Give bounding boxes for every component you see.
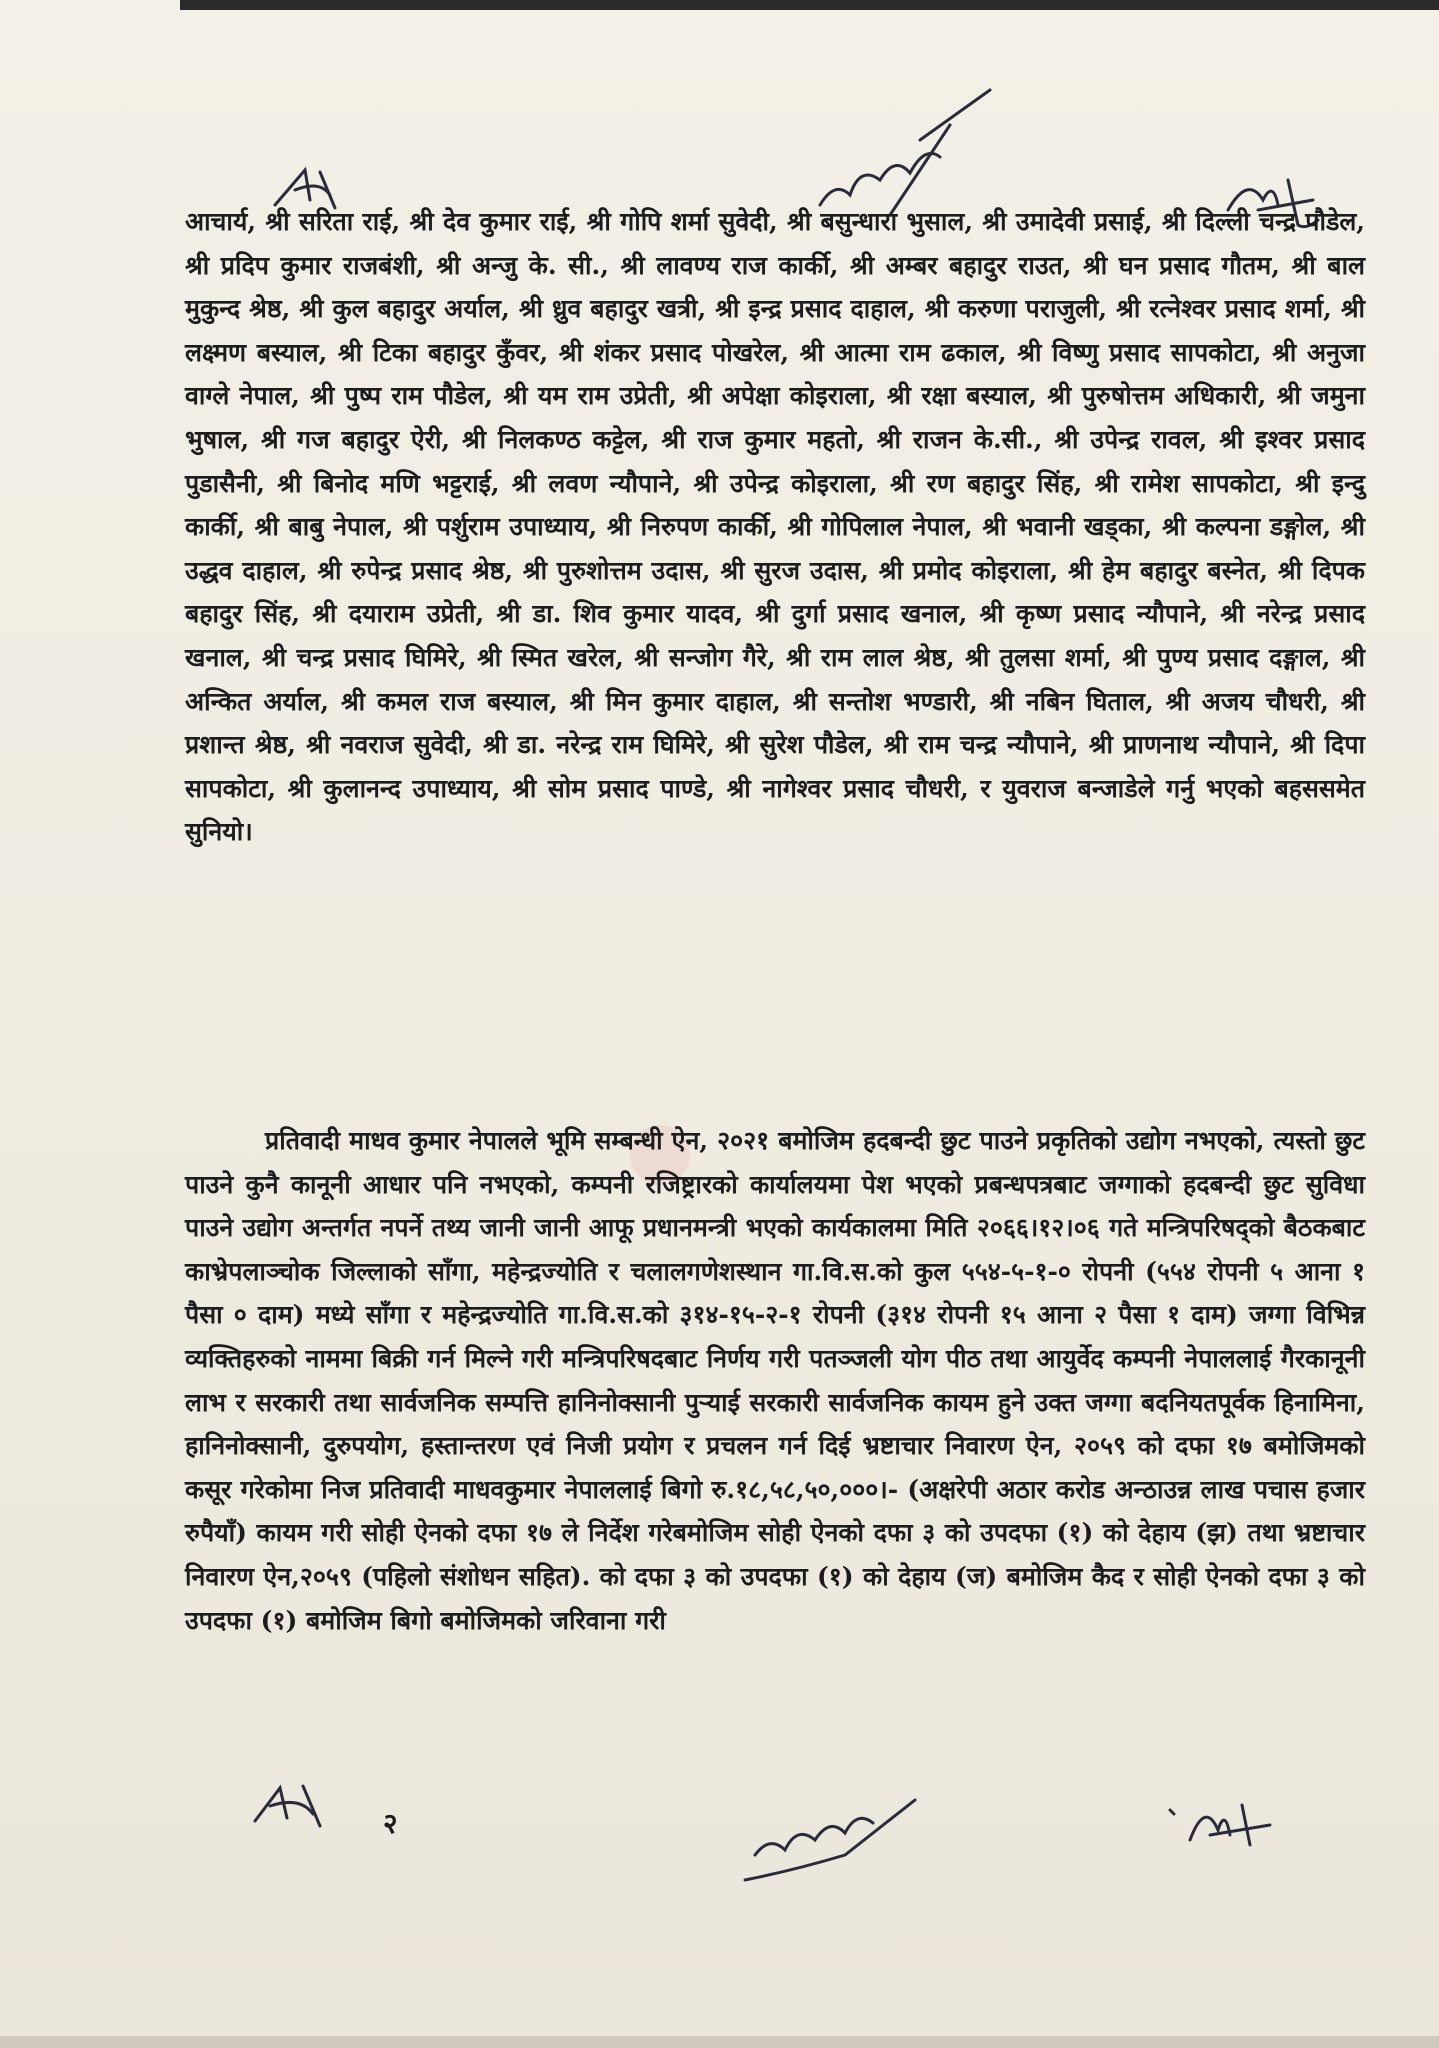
paragraph-advocates-list: आचार्य, श्री सरिता राई, श्री देव कुमार राई, श्री गोपि शर्मा सुवेदी, श्री बसुन्धारा भुसाल, श्री उमादेवी प्रसाई, श्री दिल्ली चन्द्र पौडेल, श्री प्रदिप कुमार राजबंशी, श्री अन्जु के. सी., श्री लावण्य राज कार्की, श्री अम्बर बहादुर राउत, श्री घन प्रसाद गौतम, श्री बाल मुकुन्द श्रेष्ठ, श्री कुल बहादुर अर्याल, श्री ध्रुव बहादुर खत्री, श्री इन्द्र प्रसाद दाहाल, श्री करुणा पराजुली, श्री रत्नेश्वर प्रसाद शर्मा, श्री लक्ष्मण बस्याल, श्री टिका बहादुर कुँवर, श्री शंकर प्रसाद पोखरेल, श्री आत्मा राम ढकाल, श्री विष्णु प्रसाद सापकोटा, श्री अनुजा वाग्ले नेपाल, श्री पुष्प राम पौडेल, श्री यम राम उप्रेती, श्री अपेक्षा कोइराला, श्री रक्षा बस्याल, श्री पुरुषोत्तम अधिकारी, श्री जमुना भुषाल, श्री गज बहादुर ऐरी, श्री निलकण्ठ कट्टेल, श्री राज कुमार महतो, श्री राजन के.सी., श्री उपेन्द्र रावल, श्री इश्वर प्रसाद पुडासैनी, श्री बिनोद मणि भट्टराई, श्री लवण न्यौपाने, श्री उपेन्द्र कोइराला, श्री रण बहादुर सिंह, श्री रामेश सापकोटा, श्री इन्दु कार्की, श्री बाबु नेपाल, श्री पर्शुराम उपाध्याय, श्री निरुपण कार्की, श्री गोपिलाल नेपाल, श्री भवानी खड्का, श्री कल्पना डङ्गोल, श्री उद्धव दाहाल, श्री रुपेन्द्र प्रसाद श्रेष्ठ, श्री पुरुशोत्तम उदास, श्री सुरज उदास, श्री प्रमोद कोइराला, श्री हेम बहादुर बस्नेत, श्री दिपक बहादुर सिंह, श्री दयाराम उप्रेती, श्री डा. शिव कुमार यादव, श्री दुर्गा प्रसाद खनाल, श्री कृष्ण प्रसाद न्यौपाने, श्री नरेन्द्र प्रसाद खनाल, श्री चन्द्र प्रसाद घिमिरे, श्री स्मित खरेल, श्री सन्जोग गैरे, श्री राम लाल श्रेष्ठ, श्री तुलसा शर्मा, श्री पुण्य प्रसाद दङ्गाल, श्री अन्कित अर्याल, श्री कमल राज बस्याल, श्री मिन कुमार दाहाल, श्री सन्तोश भण्डारी, श्री नबिन घिताल, श्री अजय चौधरी, श्री प्रशान्त श्रेष्ठ, श्री नवराज सुवेदी, श्री डा. नरेन्द्र राम घिमिरे, श्री सुरेश पौडेल, श्री राम चन्द्र न्यौपाने, श्री प्राणनाथ न्यौपाने, श्री दिपा सापकोटा, श्री कुलानन्द उपाध्याय, श्री सोम प्रसाद पाण्डे, श्री नागेश्वर प्रसाद चौधरी, र युवराज बन्जाडेले गर्नु भएको बहससमेत सुनियो। [185, 207, 1365, 847]
initials-signature-bottom-left [245, 1776, 335, 1836]
scan-top-edge [180, 0, 1439, 10]
initials-signature-bottom-right [1160, 1790, 1280, 1860]
page-number: २ [383, 1807, 398, 1840]
paragraph-case-statement: प्रतिवादी माधव कुमार नेपालले भूमि सम्बन्धी ऐन, २०२१ बमोजिम हदबन्दी छुट पाउने प्रकृतिको उद्योग नभएको, त्यस्तो छुट पाउने कुनै कानूनी आधार पनि नभएको, कम्पनी रजिष्ट्रारको कार्यालयमा पेश भएको प्रबन्धपत्रबाट जग्गाको हदबन्दी छुट सुविधा पाउने उद्योग अन्तर्गत नपर्ने तथ्य जानी जानी आफू प्रधानमन्त्री भएको कार्यकालमा मिति २०६६।१२।०६ गते मन्त्रिपरिषद्को बैठकबाट काभ्रेपलाञ्चोक जिल्लाको साँगा, महेन्द्रज्योति र चलालगणेशस्थान गा.वि.स.को कुल ५५४-५-१-० रोपनी (५५४ रोपनी ५ आना १ पैसा ० दाम) मध्ये साँगा र महेन्द्रज्योति गा.वि.स.को ३१४-१५-२-१ रोपनी (३१४ रोपनी १५ आना २ पैसा १ दाम) जग्गा विभिन्न व्यक्तिहरुको नाममा बिक्री गर्न मिल्ने गरी मन्त्रिपरिषदबाट निर्णय गरी पतञ्जली योग पीठ तथा आयुर्वेद कम्पनी नेपाललाई गैरकानूनी लाभ र सरकारी तथा सार्वजनिक सम्पत्ति हानिनोक्सानी पुऱ्याई सरकारी सार्वजनिक कायम हुने उक्त जग्गा बदनियतपूर्वक हिनामिना, हानिनोक्सानी, दुरुपयोग, हस्तान्तरण एवं निजी प्रयोग र प्रचलन गर्न दिई भ्रष्टाचार निवारण ऐन, २०५९ को दफा १७ बमोजिमको कसूर गरेकोमा निज प्रतिवादी माधवकुमार नेपाललाई बिगो रु.१८,५८,५०,०००।- (अक्षरेपी अठार करोड अन्ठाउन्न लाख पचास हजार रुपैयाँ) कायम गरी सोही ऐनको दफा १७ ले निर्देश गरेबमोजिम सोही ऐनको दफा ३ को उपदफा (१) को देहाय (झ) तथा भ्रष्टाचार निवारण ऐन,२०५९ (पहिलो संशोधन सहित). को दफा ३ को उपदफा (१) को देहाय (ज) बमोजिम कैद र सोही ऐनको दफा ३ को उपदफा (१) बमोजिम बिगो बमोजिमको जरिवाना गरी [185, 1126, 1365, 1635]
signature-bottom-center [735, 1775, 935, 1895]
scan-bottom-edge [0, 2036, 1439, 2048]
